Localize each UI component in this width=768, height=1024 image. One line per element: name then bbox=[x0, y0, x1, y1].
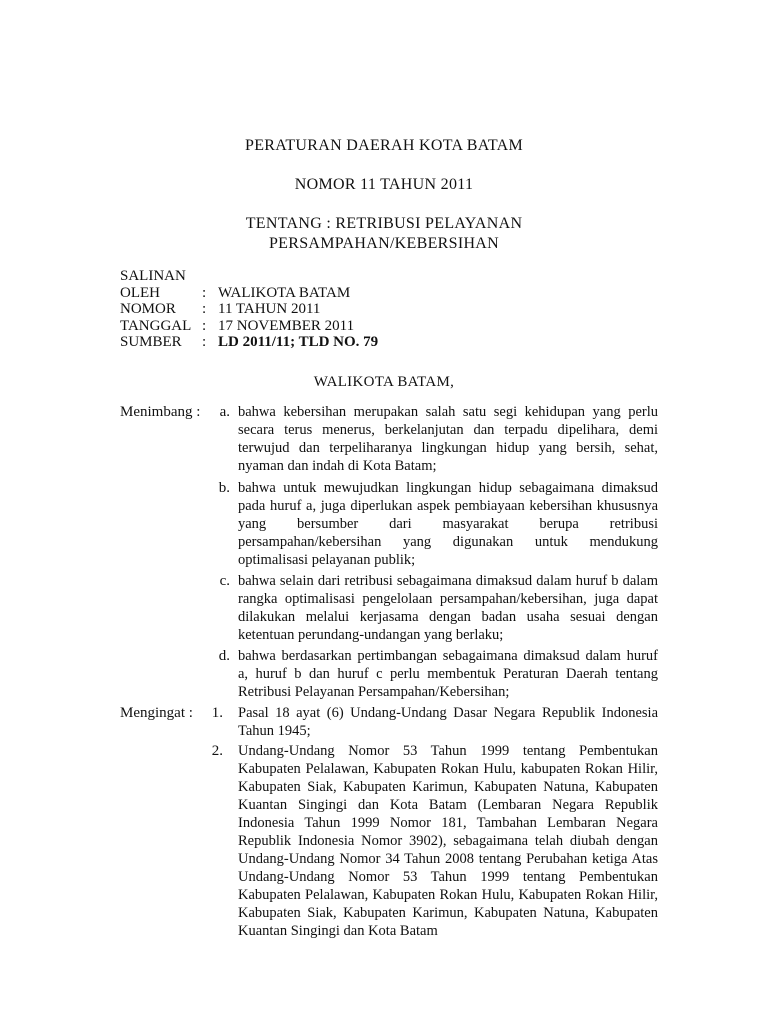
clause-text: bahwa selain dari retribusi sebagaimana dimaksud dalam huruf b dalam rangka optimalisasi pengelolaan persampahan/kebersihan, juga dapat dilakukan melalui kerjasama dengan badan usaha sesuai dengan ketentuan perundang-undangan yang berlaku; bbox=[238, 573, 658, 643]
clause-marker: b. bbox=[218, 480, 230, 496]
clause-text: Pasal 18 ayat (6) Undang-Undang Dasar Negara Republik Indonesia Tahun 1945; bbox=[238, 705, 658, 739]
meta-value: 17 NOVEMBER 2011 bbox=[218, 317, 355, 334]
regulation-subject-line2: PERSAMPAHAN/KEBERSIHAN bbox=[268, 235, 500, 252]
meta-colon: : bbox=[202, 317, 207, 334]
clause-text: Undang-Undang Nomor 53 Tahun 1999 tentang Pembentukan Kabupaten Pelalawan, Kabupaten Rokan Hulu, kabupaten Rokan Hilir, Kabupaten Siak, Kabupaten Karimun, Kabupaten Natuna, Kabupaten Kuantan Singingi dan Kota Batam (Lembaran Negara Republik Indonesia Tahun 1999 Nomor 181, Tambahan Lembaran Negara Republik Indonesia Nomor 3902), sebagaimana telah diubah dengan Undang-Undang Nomor 34 Tahun 2008 tentang Perubahan ketiga Atas Undang-Undang Nomor 53 Tahun 1999 tentang Pembentukan Kabupaten Pelalawan, Kabupaten Rokan Hulu, Kabupaten Rokan Hilir, Kabupaten Siak, Kabupaten Karimun, Kabupaten Natuna, Kabupaten Kuantan Singingi dan Kota Batam bbox=[238, 743, 658, 939]
meta-colon: : bbox=[202, 301, 207, 317]
meta-row-oleh bbox=[120, 285, 378, 302]
clause-marker: 2. bbox=[211, 743, 223, 759]
meta-label: NOMOR bbox=[120, 301, 176, 317]
meta-value: WALIKOTA BATAM bbox=[218, 284, 351, 301]
mengingat-label: Mengingat : bbox=[120, 705, 193, 721]
clause-marker: c. bbox=[219, 573, 230, 589]
meta-row-sumber bbox=[120, 334, 378, 351]
salinan-label: SALINAN bbox=[120, 268, 186, 284]
walikota-heading: WALIKOTA BATAM, bbox=[313, 374, 455, 390]
clause-marker: a. bbox=[219, 404, 230, 420]
regulation-number: NOMOR 11 TAHUN 2011 bbox=[294, 176, 474, 193]
meta-colon: : bbox=[202, 284, 207, 301]
menimbang-label: Menimbang : bbox=[120, 404, 201, 420]
clause-marker: 1. bbox=[211, 705, 223, 721]
regulation-title: PERATURAN DAERAH KOTA BATAM bbox=[245, 137, 523, 154]
clause-marker: d. bbox=[218, 648, 230, 664]
meta-row-tanggal bbox=[120, 318, 378, 335]
meta-label: SUMBER bbox=[120, 334, 182, 350]
meta-row-nomor bbox=[120, 301, 378, 318]
meta-value: 11 TAHUN 2011 bbox=[218, 301, 321, 317]
regulation-subject-line1: TENTANG : RETRIBUSI PELAYANAN bbox=[245, 215, 523, 232]
metadata-block bbox=[120, 268, 378, 351]
meta-label: TANGGAL bbox=[120, 317, 192, 334]
clause-text: bahwa berdasarkan pertimbangan sebagaimana dimaksud dalam huruf a, huruf b dan huruf c perlu membentuk Peraturan Daerah tentang Retribusi Pelayanan Persampahan/Kebersihan; bbox=[238, 648, 658, 700]
clause-text: bahwa untuk mewujudkan lingkungan hidup sebagaimana dimaksud pada huruf a, juga diperlukan aspek pembiayaan kebersihan khususnya yang bersumber dari masyarakat berupa retribusi persampahan/kebersihan yang digunakan untuk mendukung optimalisasi pelayanan publik; bbox=[238, 480, 658, 568]
meta-value: LD 2011/11; TLD NO. 79 bbox=[218, 334, 379, 350]
clause-text: bahwa kebersihan merupakan salah satu segi kehidupan yang perlu secara terus menerus, berkelanjutan dan terpadu dipelihara, demi terwujud dan terpeliharanya lingkungan hidup yang bersih, sehat, nyaman dan indah di Kota Batam; bbox=[238, 404, 658, 474]
meta-colon: : bbox=[202, 334, 207, 350]
meta-label: OLEH bbox=[120, 284, 160, 301]
